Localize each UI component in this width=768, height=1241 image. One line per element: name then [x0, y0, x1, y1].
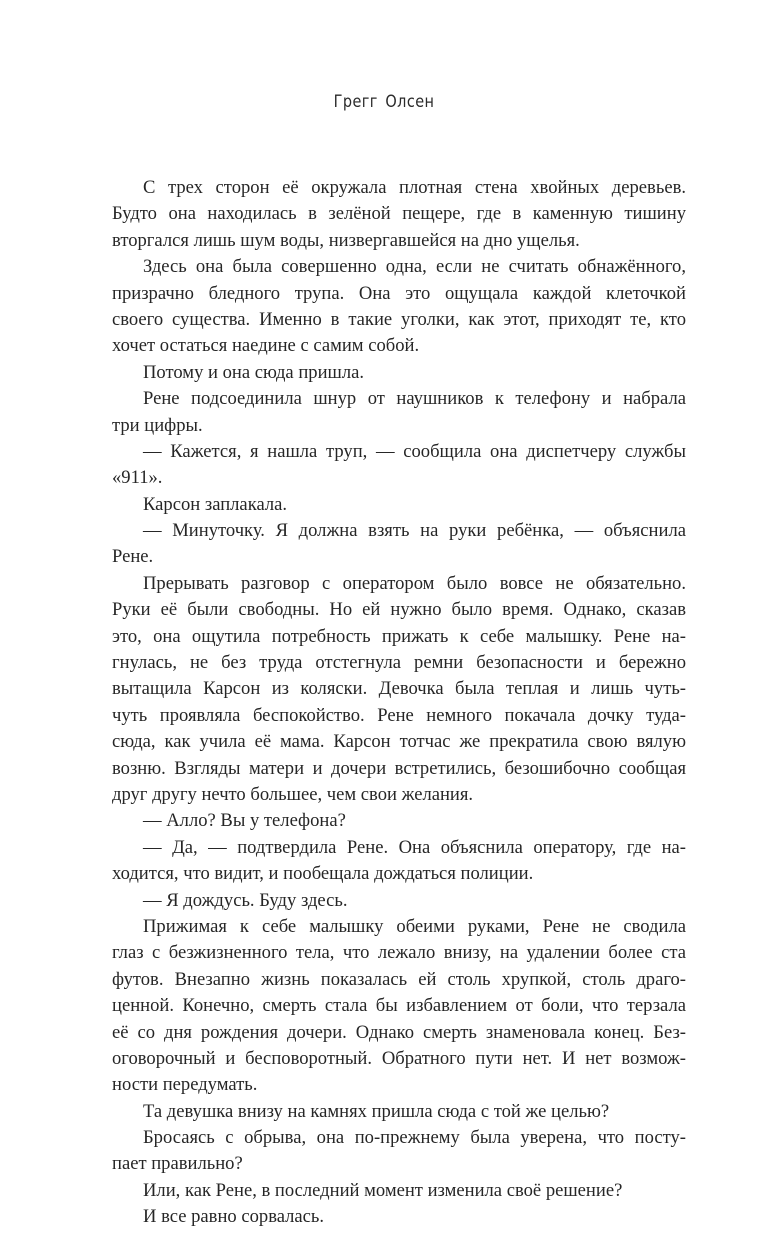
text-line: сюда, как учила её мама. Карсон тотчас же прекратила свою вялую [112, 731, 686, 753]
text-line: Здесь она была совершенно одна, если не считать обнажённого, [143, 256, 686, 278]
text-line: «911». [112, 467, 163, 489]
text-line: хочет остаться наедине с самим собой. [112, 335, 420, 357]
text-line: возню. Взгляды матери и дочери встретились, безошибочно сообщая [112, 757, 686, 779]
text-line: Или, как Рене, в последний момент изменила своё решение? [143, 1179, 623, 1201]
text-line: вторгался лишь шум воды, низвергавшейся на дно ущелья. [112, 229, 580, 251]
text-line: это, она ощутила потребность прижать к себе малышку. Рене на- [112, 625, 686, 647]
text-line: Будто она находилась в зелёной пещере, где в каменную тишину [112, 203, 686, 225]
text-line: Рене. [112, 546, 154, 568]
text-line: — Да, — подтвердила Рене. Она объяснила оператору, где на- [143, 836, 686, 858]
text-line: ценной. Конечно, смерть стала бы избавлением от боли, что терзала [112, 995, 686, 1017]
text-line: своего существа. Именно в такие уголки, как этот, приходят те, кто [112, 308, 686, 330]
text-line: глаз с безжизненного тела, что лежало внизу, на удалении более ста [112, 942, 686, 964]
body-text [112, 175, 686, 1231]
text-line: ности передумать. [112, 1074, 258, 1096]
text-line: Потому и она сюда пришла. [143, 361, 365, 383]
text-line: друг другу нечто большее, чем свои желания. [112, 783, 474, 805]
text-line: гнулась, не без труда отстегнула ремни безопасности и бережно [112, 652, 686, 674]
text-line: Та девушка внизу на камнях пришла сюда с той же целью? [143, 1100, 610, 1122]
text-line: чуть проявляла беспокойство. Рене немного покачала дочку туда- [112, 704, 686, 726]
text-line: пает правильно? [112, 1153, 243, 1175]
text-line: Бросаясь с обрыва, она по-прежнему была уверена, что посту- [143, 1127, 686, 1149]
text-line: Прерывать разговор с оператором было вовсе не обязательно. [143, 572, 686, 594]
text-line: оговорочный и бесповоротный. Обратного пути нет. И нет возмож- [112, 1047, 686, 1069]
text-line: Рене подсоединила шнур от наушников к телефону и набрала [143, 388, 686, 410]
text-line: футов. Внезапно жизнь показалась ей столь хрупкой, столь драго- [112, 968, 686, 990]
text-line: И все равно сорвалась. [143, 1206, 325, 1228]
text-line: Карсон заплакала. [143, 493, 288, 515]
text-line: Прижимая к себе малышку обеими руками, Рене не сводила [143, 915, 686, 937]
text-line: — Кажется, я нашла труп, — сообщила она диспетчеру службы [143, 440, 686, 462]
text-line: призрачно бледного трупа. Она это ощущала каждой клеточкой [112, 282, 686, 304]
text-line: — Минуточку. Я должна взять на руки ребёнка, — объяснила [143, 520, 686, 542]
text-line: С трех сторон её окружала плотная стена хвойных деревьев. [143, 177, 686, 198]
running-head-author: Грегг Олсен [333, 92, 435, 112]
text-line: Руки её были свободны. Но ей нужно было время. Однако, сказав [112, 599, 686, 621]
text-line: её со дня рождения дочери. Однако смерть знаменовала конец. Без- [112, 1021, 686, 1043]
text-line: ходится, что видит, и пообещала дождаться полиции. [112, 863, 534, 885]
text-line: — Я дождусь. Буду здесь. [143, 889, 348, 911]
text-line: три цифры. [112, 414, 203, 436]
text-line: — Алло? Вы у телефона? [143, 810, 346, 832]
text-line: вытащила Карсон из коляски. Девочка была теплая и лишь чуть- [112, 678, 686, 700]
